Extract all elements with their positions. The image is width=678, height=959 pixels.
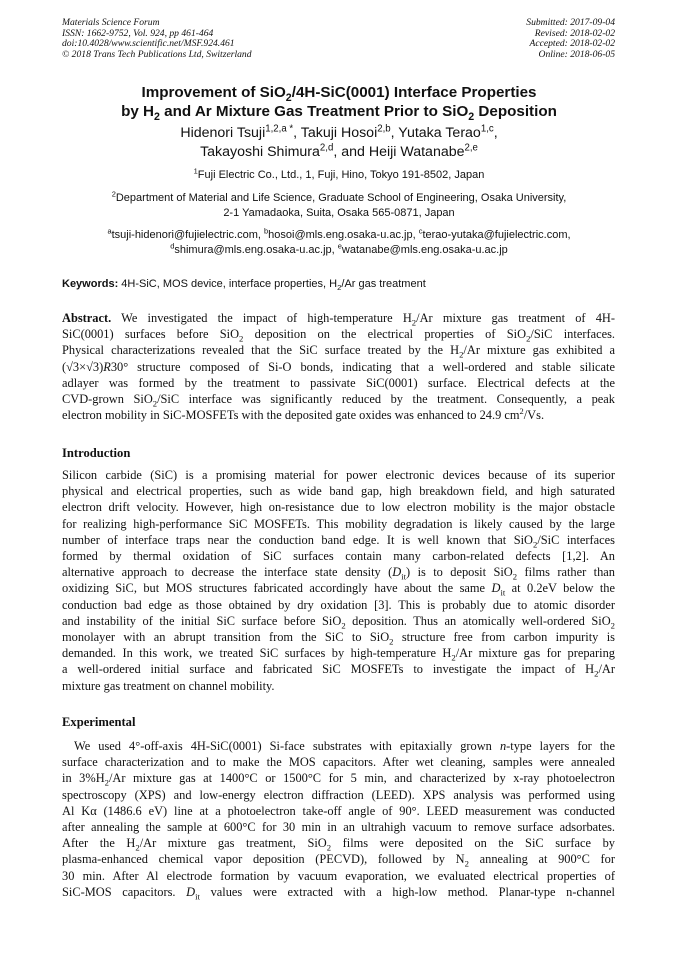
author-list bbox=[40, 124, 638, 162]
experimental-heading: Experimental bbox=[62, 715, 136, 729]
email-link-e[interactable]: watanabe@mls.eng.osaka-u.ac.jp bbox=[341, 243, 508, 256]
introduction-heading: Introduction bbox=[62, 446, 131, 460]
email-link-c[interactable]: terao-yutaka@fujielectric.com, bbox=[422, 229, 571, 241]
doi-line: doi:10.4028/www.scientific.net/MSF.924.461 bbox=[62, 38, 235, 50]
email-addresses: $^a$tsuji-hidenori@fujielectric.com, $^b$hosoi@mls.eng.osaka-u.ac.jp, $^c$terao-yutaka@fujielectric.com, $^d$shimura@mls.eng.osaka-u.ac.jp, $^e$watanabe@mls.eng.osaka-u.ac.jp bbox=[107, 226, 571, 256]
journal-name: Materials Science Forum bbox=[62, 17, 160, 28]
title-line-2: by $H_2$ and Ar Mixture Gas Treatment Prior to SiO$_2$ Deposition bbox=[121, 103, 557, 124]
email-link-d[interactable]: shimura@mls.eng.osaka-u.ac.jp, bbox=[174, 243, 338, 256]
accepted-date: Accepted: 2018-02-02 bbox=[529, 38, 615, 50]
submitted-date: Submitted: 2017-09-04 bbox=[526, 17, 615, 28]
journal-info bbox=[62, 18, 252, 60]
authors-line-2: Takayoshi Shimura$^{2,d}$, and Heiji Watanabe$^{2,e}$ bbox=[200, 142, 478, 160]
issn-line: ISSN: 1662-9752, Vol. 924, pp 461-464 bbox=[62, 27, 214, 39]
title-line-1: Improvement of SiO$_2$/4H-SiC(0001) Interface Properties bbox=[141, 84, 537, 105]
affiliation-1: $^1$Fuji Electric Co., Ltd., 1, Fuji, Hino, Tokyo 191-8502, Japan bbox=[193, 166, 485, 181]
submission-dates bbox=[526, 18, 615, 60]
paper-title bbox=[40, 83, 638, 124]
email-link-b[interactable]: hosoi@mls.eng.osaka-u.ac.jp, bbox=[268, 229, 419, 241]
authors-line-1: Hidenori Tsuji$^{1,2,a *}$, Takuji Hosoi$^{2,b}$, Yutaka Terao$^{1,c}$, bbox=[180, 123, 498, 141]
keywords: Keywords: 4H-SiC, MOS device, interface properties, $H_2/Ar$ gas treatment bbox=[62, 278, 426, 293]
abstract: Abstract. We investigated the impact of high-temperature $H_2/Ar$ mixture gas treatment of 4H- SiC(0001) surfaces before SiO$_2$ deposition on the electrical properties of SiO$_2$/SiC interfaces. Physical characterizations revealed that the SiC surface treated by the $H_2/Ar$ mixture gas exhibited a (√3×√3)R30° structure composed of Si-O bonds, indicating that a well-ordered and stable silicate adlayer was formed by the treatment to passivate SiC(0001) surface. Electrical defects at the CVD-grown SiO$_2$/SiC interface was significantly reduced by the treatment. Consequently, a peak electron mobility in SiC-MOSFETs with the deposited gate oxides was enhanced to 24.9 $cm^2/Vs$. bbox=[62, 311, 615, 423]
email-link-a[interactable]: tsuji-hidenori@fujielectric.com, bbox=[111, 229, 264, 241]
introduction-text: Silicon carbide (SiC) is a promising material for power electronic devices because of its superior physical and electrical properties, such as wide band gap, high breakdown field, and high saturated electron drift velocity. However, high on-resistance due to low electron mobility is the major obstacle for realizing high-performance SiC MOSFETs. This mobility degradation is likely caused by the large number of interface traps near the conduction band edge. It is well known that SiO$_2$/SiC interfaces formed by thermal oxidation of SiC surfaces contain many carbon-related defects [1,2]. An alternative approach to decrease the interface state density $(D_{it})$ is to deposit SiO$_2$ films rather than oxidizing SiC, but MOS structures fabricated accordingly have about the same $D_{it}$ at 0.2eV below the conduction bad edge as those obtained by dry oxidation [3]. This is probably due to atomic disorder and instability of the initial SiC surface before SiO$_2$ deposition. Thus an atomically well-ordered SiO$_2$ monolayer with an abrupt transition from the SiC to SiO$_2$ structure free from carbon impurity is demanded. In this work, we treated SiC surfaces by high-temperature $H_2/Ar$ mixture gas for preparing a well-ordered initial surface and fabricated SiC MOSFETs to investigate the impact of $H_2/Ar$ mixture gas treatment on channel mobility. bbox=[62, 468, 616, 693]
experimental-text: We used 4°-off-axis 4H-SiC(0001) Si-face substrates with epitaxially grown n-type layers for the surface characterization and to make the MOS capacitors. After wet cleaning, samples were annealed in $3\%H_2/Ar$ mixture gas at 1400°C or 1500°C for 5 min, and characterized by x-ray photoelectron spectroscopy (XPS) and low-energy electron diffraction (LEED). XPS analysis was performed using Al Kα (1486.6 eV) line at a photoelectron take-off angle of 90°. LEED measurement was conducted after annealing the sample at 600°C for 30 min in an ultrahigh vacuum to remove surface adsorbates. After the $H_2/Ar$ mixture gas treatment, SiO$_2$ films were deposited on the SiC surface by plasma-enhanced chemical vapor deposition (PECVD), followed by $N_2$ annealing at 900°C for 30 min. After Al electrode formation by vacuum evaporation, we evaluated electrical properties of SiC-MOS capacitors. $D_{it}$ values were extracted with a high-low method. Planar-type n-channel bbox=[62, 739, 616, 902]
abstract-label: Abstract. bbox=[62, 311, 112, 325]
affiliation-2: $^2$Department of Material and Life Science, Graduate School of Engineering, Osaka University, 2-1 Yamadaoka, Suita, Osaka 565-0871, Japan bbox=[111, 189, 567, 219]
online-date: Online: 2018-06-05 bbox=[538, 48, 615, 60]
copyright-line: © 2018 Trans Tech Publications Ltd, Switzerland bbox=[62, 48, 252, 60]
revised-date: Revised: 2018-02-02 bbox=[534, 27, 615, 39]
